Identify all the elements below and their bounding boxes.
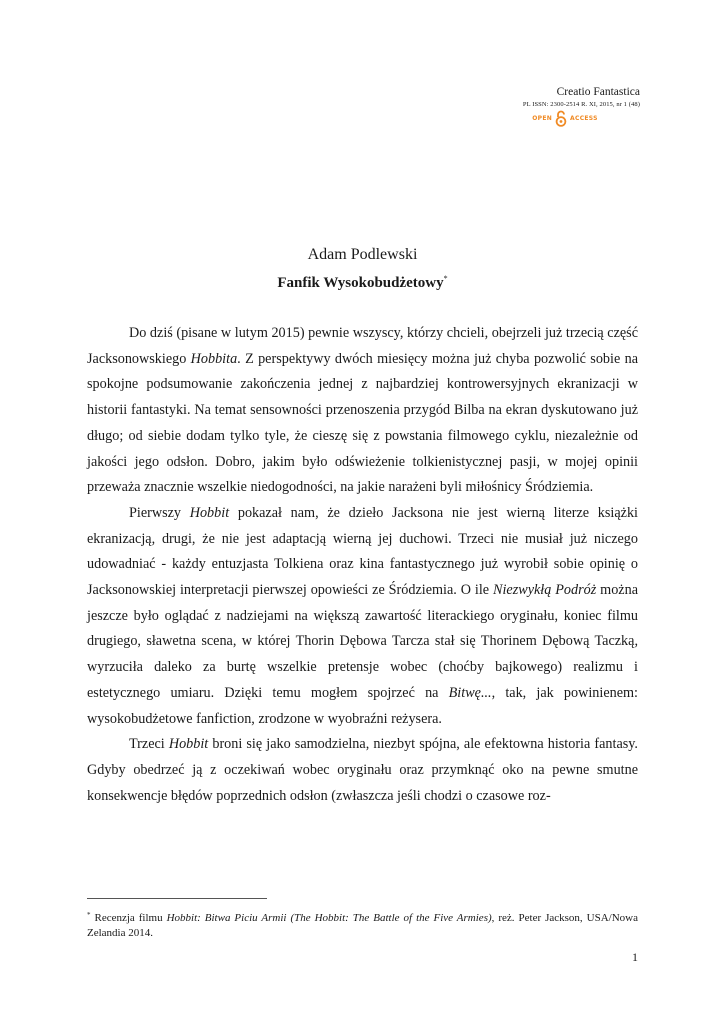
article-body	[87, 321, 638, 809]
footnote-film-title: Hobbit: Bitwa Piciu Armii (The Hobbit: The Battle of the Five Armies)	[166, 912, 492, 924]
journal-header	[440, 86, 640, 108]
paragraph-1: Do dziś (pisane w lutym 2015) pewnie wszyscy, którzy chcieli, obejrzeli już trzecią część Jacksonowskiego Hobbita. Z perspektywy dwóch miesięcy można już chyba pozwolić sobie na spokojne podsumowanie zakończenia jednej z najbardziej kontrowersyjnych ekranizacji w historii fantastyki. Na temat sensowności przenoszenia przygód Bilba na ekran dyskutowano już długo; od siebie dodam tylko tyle, że cieszę się z powstania filmowego cyklu, niezależnie od jakości jego odsłon. Dobro, jakim było odświeżenie tolkienistycznej pasji, w mojej opinii przeważa znacznie wszelkie niedogodności, na jakie narażeni byli miłośnicy Śródziemia.	[87, 325, 638, 496]
paragraph-3: Trzeci Hobbit broni się jako samodzielna, niezbyt spójna, ale efektowna historia fantasy. Gdyby obedrzeć ją z oczekiwań wobec oryginału oraz przymknąć oko na pewne smutne konsekwencje błędów poprzednich odsłon (zwłaszcza jeśli chodzi o czasowe roz-	[87, 736, 638, 804]
journal-issn: PL ISSN: 2300-2514 R. XI, 2015, nr 1 (48)	[522, 100, 640, 108]
page-number: 1	[632, 950, 638, 964]
open-access-label-right: ACCESS	[570, 114, 598, 122]
italic-title: Hobbit	[189, 504, 230, 521]
open-access-lock-icon	[555, 110, 567, 127]
italic-title: Hobbit	[168, 736, 209, 753]
article-title-text: Fanfik Wysokobudżetowy	[277, 275, 444, 291]
journal-name: Creatio Fantastica	[556, 86, 640, 98]
italic-title: Hobbita	[190, 350, 238, 367]
footnote: * Recenzja filmu Hobbit: Bitwa Piciu Armii (The Hobbit: The Battle of the Five Armies), reż. Peter Jackson, USA/Nowa Zelandia 2014.	[87, 911, 638, 939]
article-author: Adam Podlewski	[307, 246, 418, 263]
open-access-label-left: OPEN	[532, 114, 553, 122]
open-access-badge	[530, 108, 600, 128]
footnote-divider	[87, 898, 267, 899]
italic-title: Niezwykłą Podróż	[493, 582, 597, 599]
footnote-mark: *	[87, 911, 91, 919]
article-title	[0, 274, 725, 292]
italic-title: Bitwę...	[448, 684, 492, 701]
paragraph-2: Pierwszy Hobbit pokazał nam, że dzieło Jacksona nie jest wierną literze książki ekranizacją, drugi, że nie jest adaptacją wierną jej duchowi. Trzeci nie musiał już niczego udowadniać - każdy entuzjasta Tolkiena oraz kina fantastycznego już wyrobił sobie opinię o Jacksonowskiej interpretacji pierwszej opowieści ze Śródziemia. O ile Niezwykłą Podróż można jeszcze było oglądać z nadziejami na większą zawartość literackiego oryginału, koniec filmu drugiego, sławetna scena, w której Thorin Dębowa Tarcza stał się Thorinem Dębową Taczką, wyrzuciła daleko za burtę wszelkie pretensje wobec (choćby bajkowego) realizmu i estetycznego umiaru. Dzięki temu mogłem spojrzeć na Bitwę..., tak, jak powinienem: wysokobudżetowe fanfiction, zrodzone w wyobraźni reżysera.	[87, 504, 638, 727]
title-footnote-mark: *	[443, 274, 448, 283]
